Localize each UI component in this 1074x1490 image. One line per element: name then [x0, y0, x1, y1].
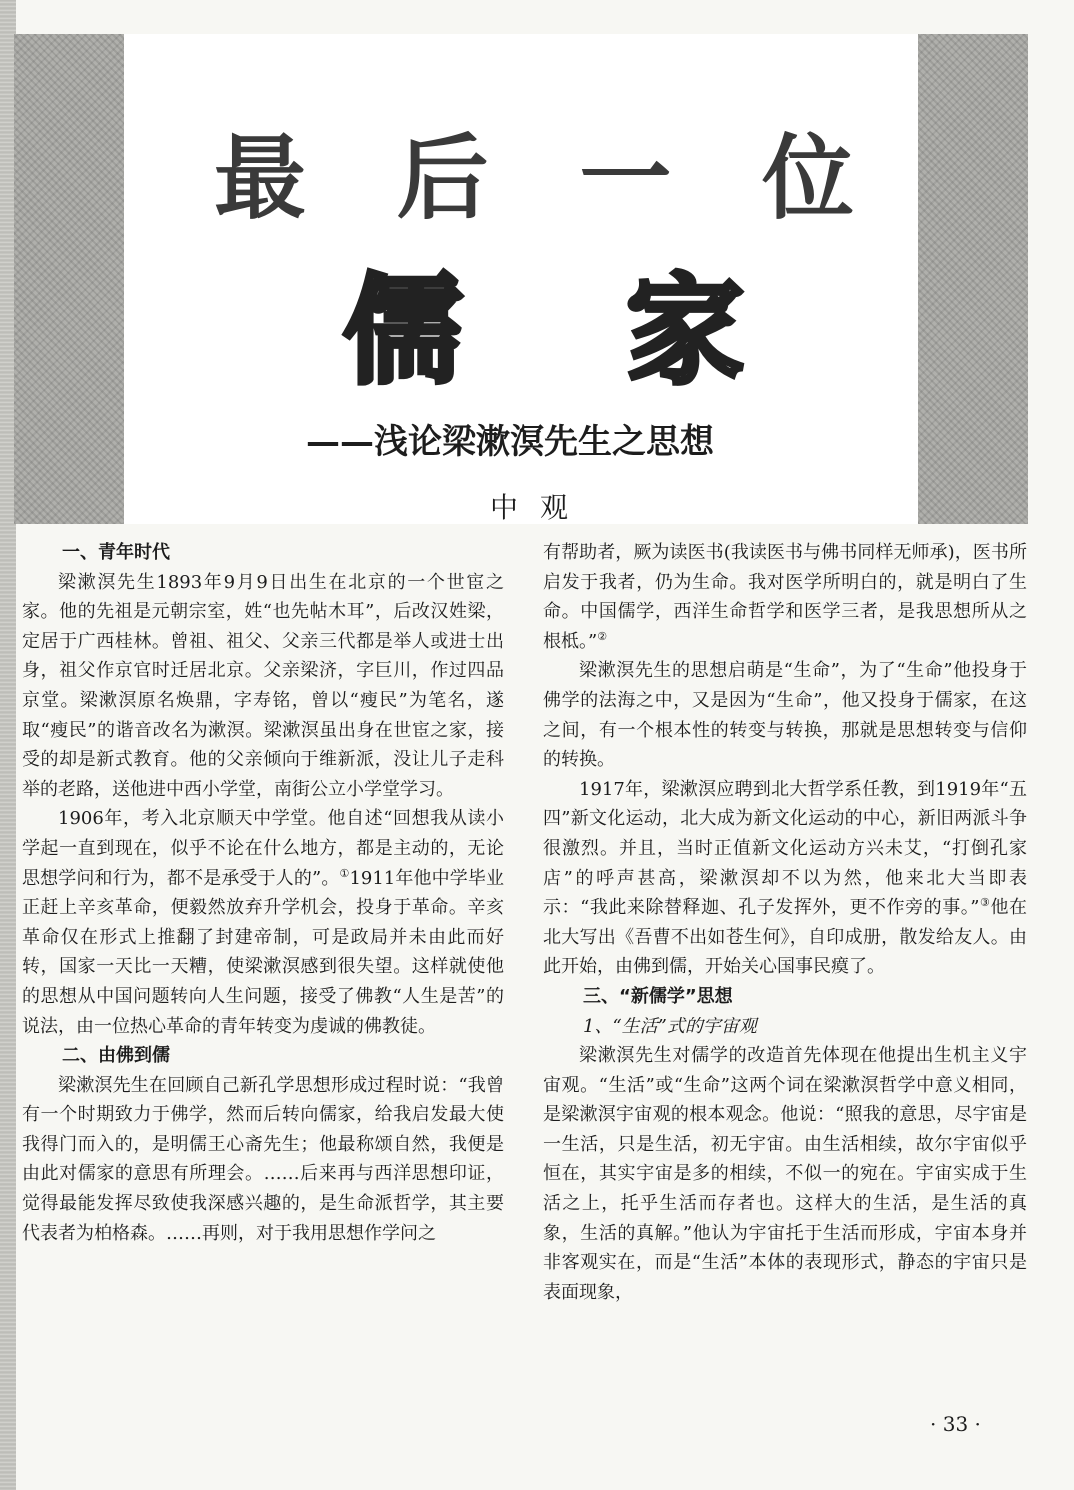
title-char: 最: [214, 125, 307, 232]
section-heading: 二、由佛到儒: [62, 1045, 170, 1067]
title-banner: [14, 34, 1028, 524]
section-heading: 一、青年时代: [62, 542, 170, 563]
paragraph: [22, 804, 504, 1041]
footnote-marker: ②: [597, 629, 608, 643]
right-column: [543, 538, 1027, 1307]
footnote-marker: ①: [339, 866, 350, 880]
paragraph: 梁漱溟先生对儒学的改造首先体现在他提出生机主义宇宙观。“生活”或“生命”这两个词在梁漱溟哲学中意义相同，是梁漱溟宇宙观的根本观念。他说：“照我的意思，尽宇宙是一生活，只是生活，初无宇宙。由生活相续，故尔宇宙似乎恒在，其实宇宙是多的相续，不似一的宛在。宇宙实成于生活之上，托乎生活而存者也。这样大的生活，是生活的真象，生活的真解。”他认为宇宙托于生活而形成，宇宙本身并非客观实在，而是“生活”本体的表现形式，静态的宇宙只是表面现象，: [543, 1045, 1027, 1303]
title-char: 家: [625, 262, 744, 400]
footnote-marker: ③: [979, 896, 991, 910]
banner-stripe-left: [14, 34, 124, 524]
paragraph: 梁漱溟先生1893年9月9日出生在北京的一个世宦之家。他的先祖是元朝宗室，姓“也先帖木耳”，后改汉姓梁，定居于广西桂林。曾祖、祖父、父亲三代都是举人或进士出身，祖父作京官时迁居北京。父亲梁济，字巨川，作过四品京堂。梁漱溟原名焕鼎，字寿铭，曾以“瘦民”为笔名，遂取“瘦民”的谐音改名为漱溟。梁漱溟虽出身在世宦之家，接受的却是新式教育。他的父亲倾向于维新派，没让儿子走科举的老路，送他进中西小学堂，南街公立小学堂学习。: [22, 571, 504, 800]
paragraph: 梁漱溟先生在回顾自己新孔学思想形成过程时说：“我曾有一个时期致力于佛学，然而后转向儒家，给我启发最大使我得门而入的，是明儒王心斋先生；他最称颂自然，我便是由此对儒家的意思有所理会。……后来再与西洋思想印证，觉得最能发挥尽致使我深感兴趣的，是生命派哲学，其主要代表者为柏格森。……再则，对于我用思想作学问之: [22, 1074, 504, 1244]
paragraph-text: 1906年，考入北京顺天中学堂。他自述“回想我从读小学起一直到现在，似乎不论在什么地方，都是主动的，无论思想学问和行为，都不是承受于人的”。: [22, 808, 504, 889]
paragraph: [543, 538, 1027, 656]
title-line-1: [214, 116, 854, 232]
title-char: 后: [396, 125, 489, 232]
paragraph-text: 他在北大写出《吾曹不出如苍生何》，自印成册，散发给友人。由此开始，由佛到儒，开始关心国事民瘼了。: [543, 897, 1027, 978]
title-char: 位: [761, 125, 854, 232]
paragraph-text: 1911年他中学毕业正赶上辛亥革命，便毅然放弃升学机会，投身于革命。辛亥革命仅在形式上推翻了封建帝制，可是政局并未由此而好转，国家一天比一天糟，使梁漱溟感到很失望。这样就使他的思想从中国问题转向人生问题，接受了佛教“人生是苦”的说法，由一位热心革命的青年转变为虔诚的佛教徒。: [22, 867, 505, 1037]
paragraph: [543, 775, 1027, 982]
article-subtitle: ——浅论梁漱溟先生之思想: [306, 422, 714, 462]
title-line-2: [344, 256, 744, 400]
paragraph: 梁漱溟先生的思想启萌是“生命”，为了“生命”他投身于佛学的法海之中，又是因为“生命”，他又投身于儒家，在这之间，有一个根本性的转变与转换，那就是思想转变与信仰的转换。: [543, 660, 1027, 771]
paragraph-text: 有帮助者，厥为读医书(我读医书与佛书同样无师承)，医书所启发于我者，仍为生命。我对医学所明白的，就是明白了生命。中国儒学，西洋生命哲学和医学三者，是我思想所从之根柢。”: [543, 542, 1027, 652]
left-column: [22, 538, 504, 1248]
banner-stripe-right: [918, 34, 1028, 524]
page-number: · 33 ·: [930, 1412, 981, 1436]
article-author: 中观: [490, 491, 591, 524]
section-heading: 三、“新儒学”思想: [583, 985, 733, 1007]
paragraph-text: 1917年，梁漱溟应聘到北大哲学系任教，到1919年“五四”新文化运动，北大成为新文化运动的中心，新旧两派斗争很激烈。并且，当时正值新文化运动方兴未艾，“打倒孔家店”的呼声甚高，梁漱溟却不以为然，他来北大当即表示：“我此来除替释迦、孔子发挥外，更不作旁的事。”: [543, 778, 1027, 919]
title-char: 一: [579, 125, 672, 232]
subsection-heading: 1、“生活”式的宇宙观: [583, 1015, 757, 1037]
title-char: 儒: [344, 262, 463, 400]
